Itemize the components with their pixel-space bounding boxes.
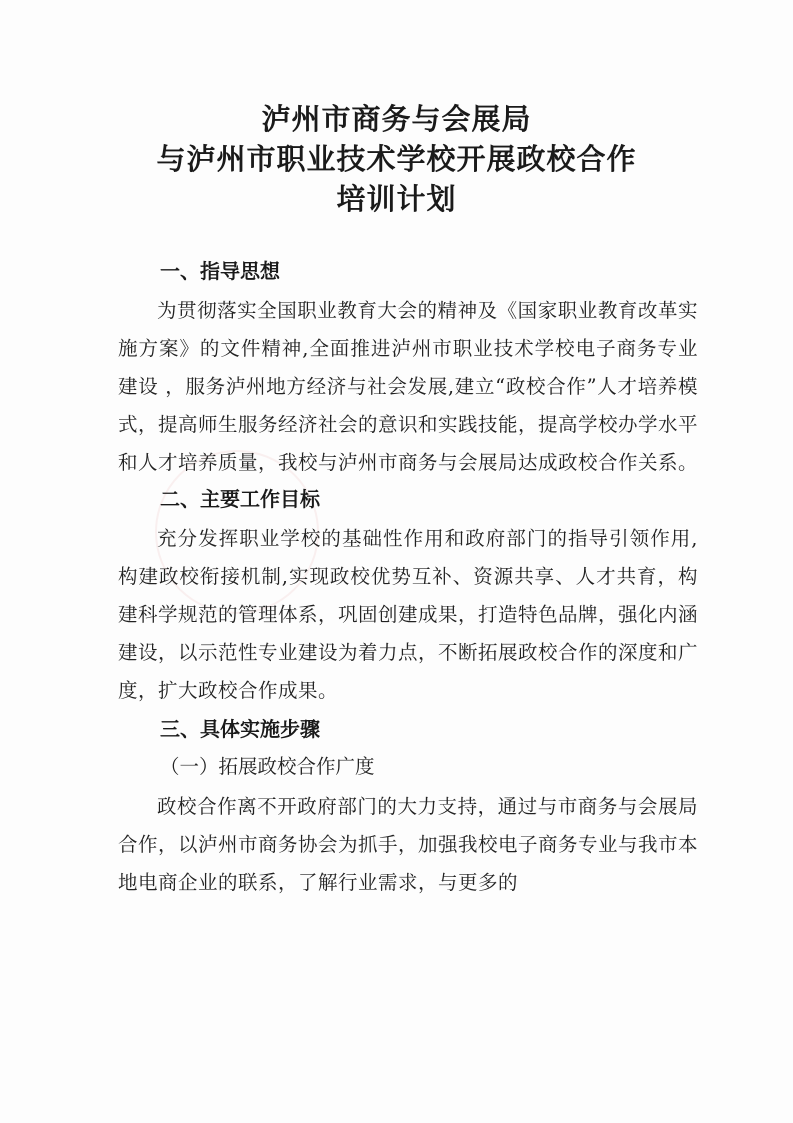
document-body: [118, 258, 698, 902]
title-line-2: 与泸州市职业技术学校开展政校合作: [156, 142, 637, 176]
section-3-subheading: （一）拓展政校合作广度: [160, 755, 375, 778]
section-3-paragraph: 政校合作离不开政府部门的大力支持，通过与市商务与会展局合作，以泸州市商务协会为抓手，加强我校电子商务专业与我市本地电商企业的联系，了解行业需求，与更多的: [118, 795, 699, 894]
section-2-heading: 二、主要工作目标: [160, 487, 320, 511]
section-1-paragraph: 为贯彻落实全国职业教育大会的精神及《国家职业教育改革实施方案》的文件精神,全面推进泸州市职业技术学校电子商务专业建设 ，服务泸州地方经济与社会发展,建立“政校合作”人才培养模式，提高师生服务经济社会的意识和实践技能，提高学校办学水平和人才培养质量，我校与泸州市商务与会展局达成政校合作关系。: [118, 299, 699, 474]
section-2-paragraph: 充分发挥职业学校的基础性作用和政府部门的指导引领作用,构建政校衔接机制,实现政校优势互补、资源共享、人才共育，构建科学规范的管理体系，巩固创建成果，打造特色品牌，强化内涵建设，以示范性专业建设为着力点，不断拓展政校合作的深度和广度，扩大政校合作成果。: [118, 527, 699, 702]
title-line-3: 培训计划: [336, 182, 457, 216]
section-3-heading: 三、具体实施步骤: [160, 717, 320, 741]
section-1-heading: 一、指导思想: [160, 259, 280, 283]
title-line-1: 泸州市商务与会展局: [261, 102, 532, 136]
document-title: [0, 100, 793, 218]
